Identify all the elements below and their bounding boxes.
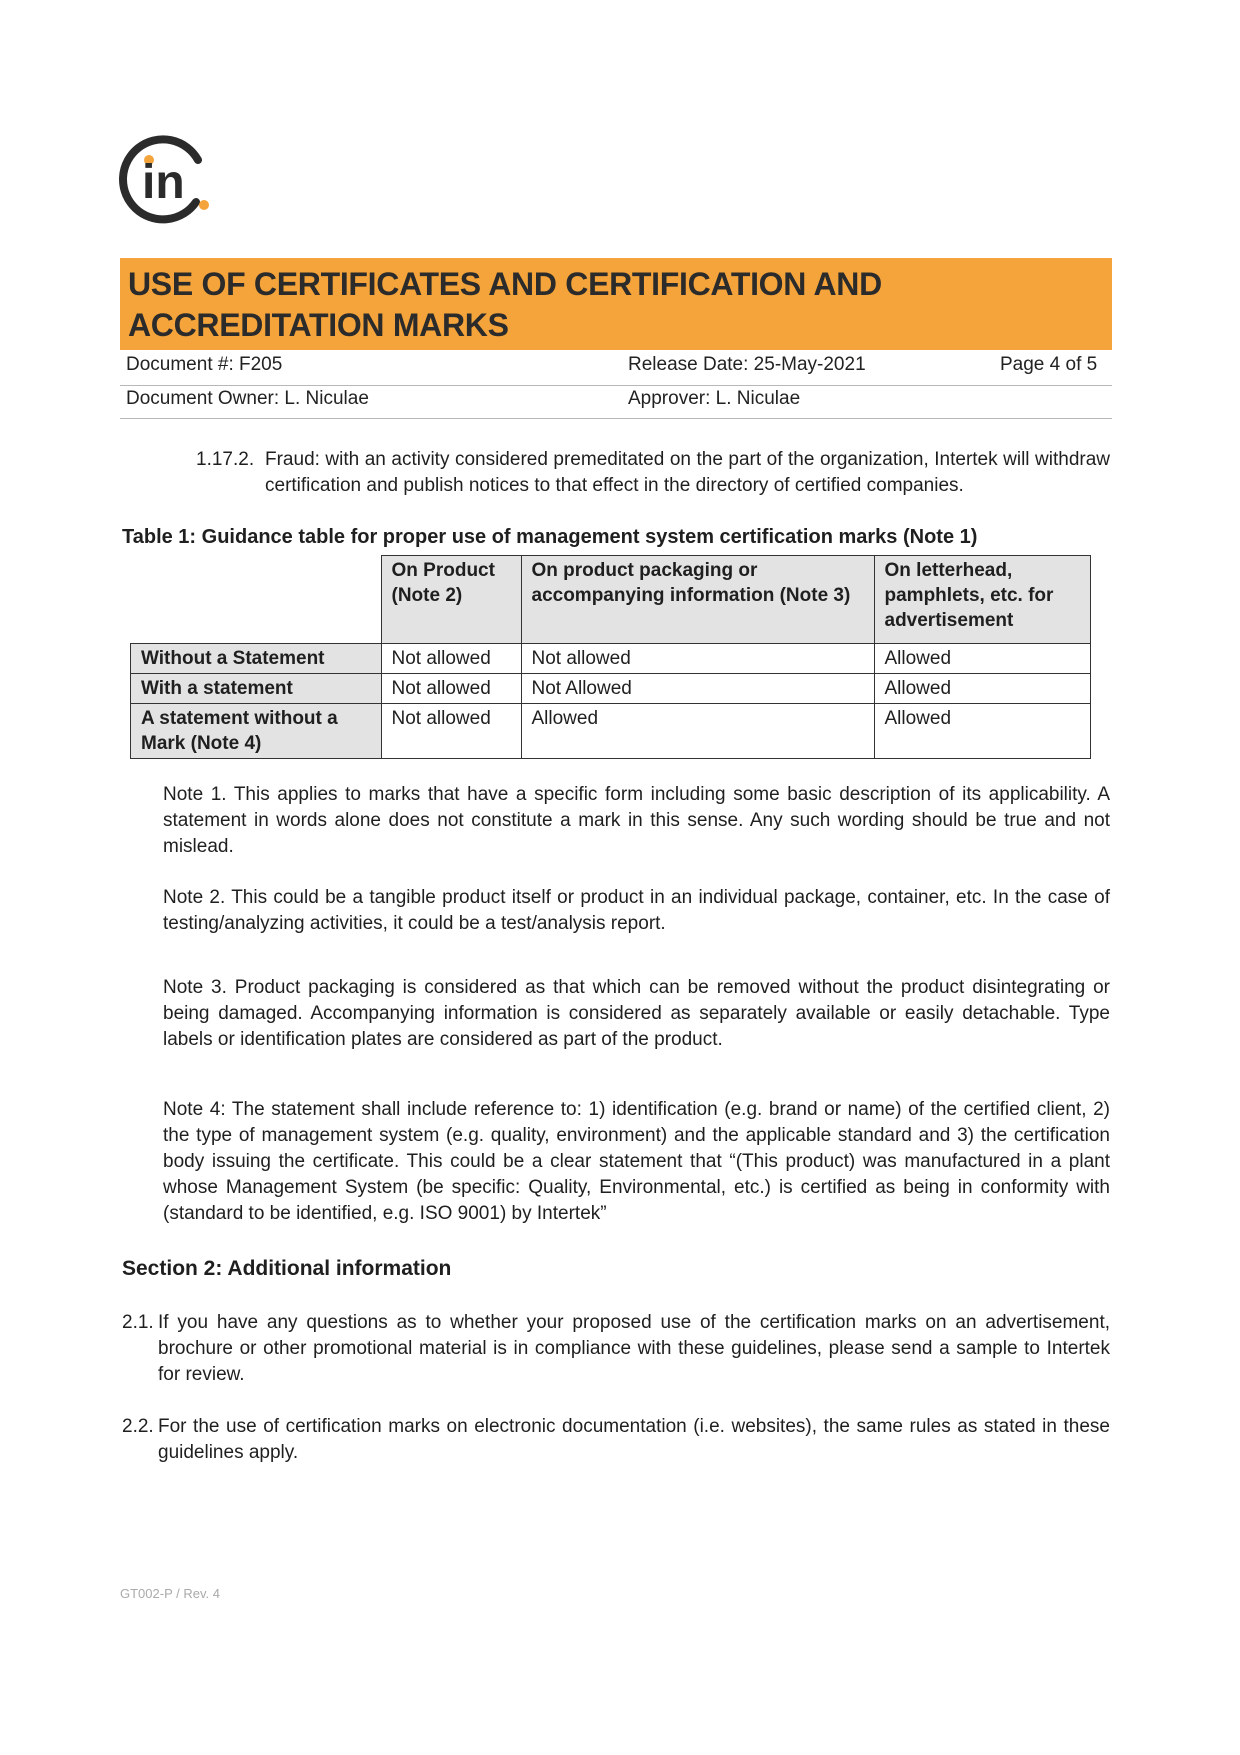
column-header-text: On product packaging or accompanying information (Note 3): [531, 560, 851, 606]
row-header: Without a Statement: [131, 644, 382, 674]
note-1: Note 1. This applies to marks that have a specific form including some basic description of its applicability. A statement in words alone does not constitute a mark in this sense. Any such wording should be true and not mislead.: [163, 784, 1110, 857]
footer-code: GT002-P / Rev. 4: [120, 1586, 220, 1601]
logo-text: in: [142, 156, 185, 209]
table-cell: Not allowed: [381, 704, 521, 759]
table-title: Table 1: Guidance table for proper use of management system certification marks (Note 1): [122, 526, 978, 548]
document-title: USE OF CERTIFICATES AND CERTIFICATION AND ACCREDITATION MARKS: [128, 266, 882, 343]
intertek-in-logo-icon: [118, 130, 218, 230]
approver: Approver: L. Niculae: [628, 388, 801, 409]
table-row: [131, 704, 1091, 759]
note-2: Note 2. This could be a tangible product itself or product in an individual package, container, etc. In the case of testing/analyzing activities, it could be a test/analysis report.: [163, 887, 1110, 934]
page-number: Page 4 of 5: [1000, 354, 1098, 375]
section-2-item: If you have any questions as to whether your proposed use of the certification marks on an advertisement, brochure or other promotional material is in compliance with these guidelines, please send a sample to Intertek for review.: [158, 1312, 1110, 1385]
meta-divider: [120, 385, 1112, 386]
document-owner: Document Owner: L. Niculae: [126, 388, 369, 409]
item-number: 2.2.: [122, 1416, 154, 1437]
table-header-row: [131, 556, 1091, 644]
table-cell: Not allowed: [381, 644, 521, 674]
row-header: With a statement: [131, 674, 382, 704]
document-title-band: [120, 258, 1112, 350]
column-header: On letterhead, pamphlets, etc. for advertisement: [874, 556, 1090, 644]
table-cell: Allowed: [874, 644, 1090, 674]
table-cell: Allowed: [874, 674, 1090, 704]
table-cell: Allowed: [874, 704, 1090, 759]
section-2-title: Section 2: Additional information: [122, 1257, 452, 1280]
table-cell: Allowed: [521, 704, 874, 759]
release-date: Release Date: 25-May-2021: [628, 354, 866, 375]
guidance-table: [130, 555, 1091, 759]
table-cell: Not allowed: [521, 644, 874, 674]
row-header: A statement without a Mark (Note 4): [131, 704, 382, 759]
table-corner: [131, 556, 382, 644]
table-cell: Not Allowed: [521, 674, 874, 704]
intertek-logo: [118, 130, 218, 230]
column-header: On Product (Note 2): [381, 556, 521, 644]
clause-text: Fraud: with an activity considered premeditated on the part of the organization, Intertek will withdraw certification and publish notices to that effect in the directory of certified companies.: [265, 449, 1110, 496]
table-row: [131, 644, 1091, 674]
document-number: Document #: F205: [126, 354, 283, 375]
table-row: [131, 674, 1091, 704]
column-header: [521, 556, 874, 644]
clause-number: 1.17.2.: [196, 449, 255, 470]
section-2-item: For the use of certification marks on electronic documentation (i.e. websites), the same rules as stated in these guidelines apply.: [158, 1416, 1110, 1463]
table-cell: Not allowed: [381, 674, 521, 704]
note-3: Note 3. Product packaging is considered as that which can be removed without the product disintegrating or being damaged. Accompanying information is considered as separately available or easily detachable. Type labels or identification plates are considered as part of the product.: [163, 977, 1110, 1050]
meta-divider: [120, 418, 1112, 419]
item-number: 2.1.: [122, 1312, 154, 1333]
note-4: Note 4: The statement shall include reference to: 1) identification (e.g. brand or name) of the certified client, 2) the type of management system (e.g. quality, environment) and the applicable standard and 3) the certification body issuing the certificate. This could be a clear statement that “(This product) was manufactured in a plant whose Management System (be specific: Quality, Environmental, etc.) is certified as being in conformity with (standard to be identified, e.g. ISO 9001) by Intertek”: [163, 1099, 1110, 1224]
